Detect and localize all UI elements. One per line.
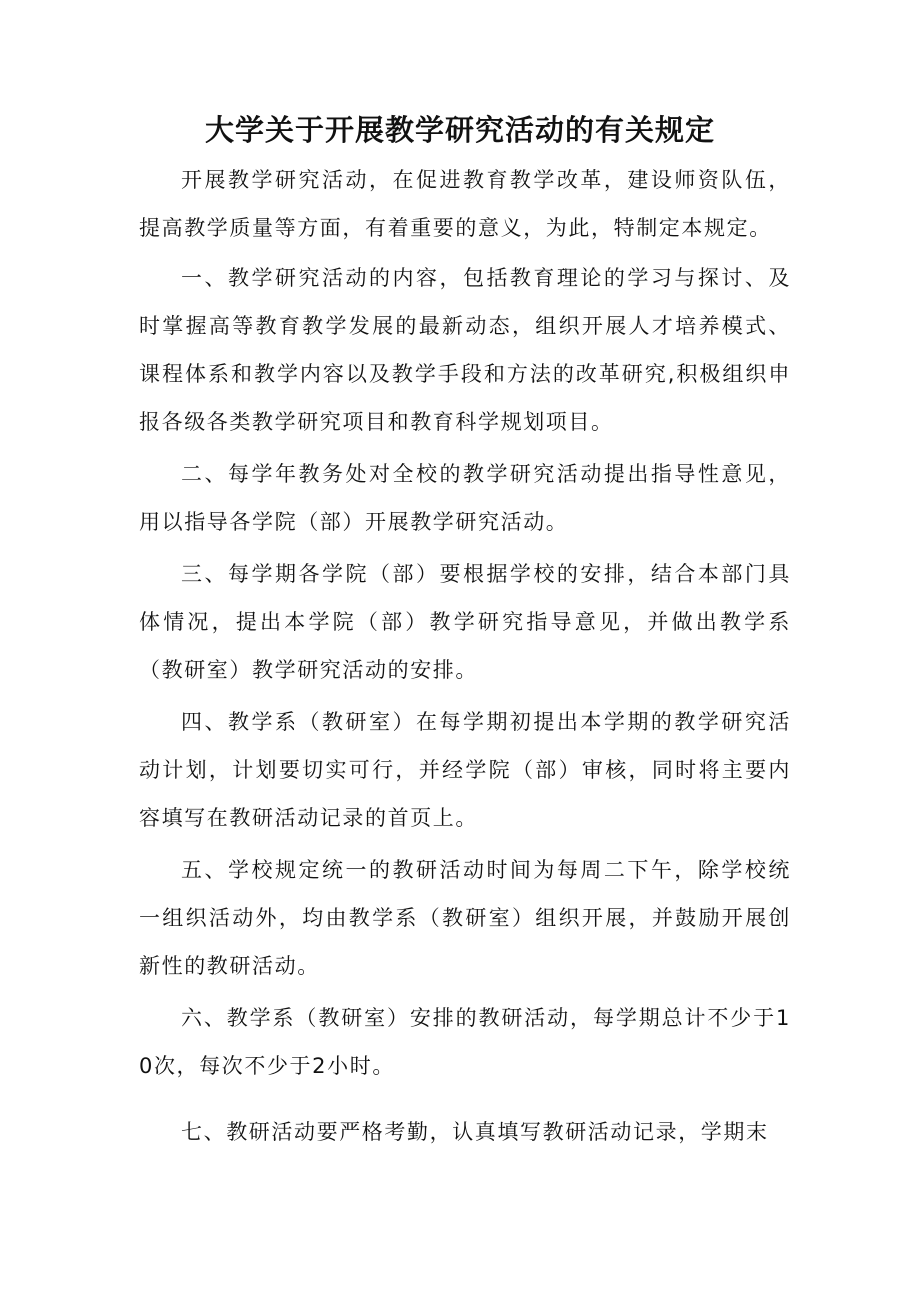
paragraph-item-3: 三、每学期各学院（部）要根据学校的安排，结合本部门具体情况，提出本学院（部）教学研究指导意见，并做出教学系（教研室）教学研究活动的安排。 bbox=[139, 562, 791, 682]
paragraph-item-2: 二、每学年教务处对全校的教学研究活动提出指导性意见，用以指导各学院（部）开展教学研究活动。 bbox=[139, 462, 791, 534]
paragraph-item-1: 一、教学研究活动的内容，包括教育理论的学习与探讨、及时掌握高等教育教学发展的最新动态，组织开展人才培养模式、课程体系和教学内容以及教学手段和方法的改革研究,积极组织申报各级各类教学研究项目和教育科学规划项目。 bbox=[139, 266, 791, 434]
paragraph-intro: 开展教学研究活动，在促进教育教学改革，建设师资队伍，提高教学质量等方面，有着重要的意义，为此，特制定本规定。 bbox=[139, 168, 791, 240]
paragraph-item-4: 四、教学系（教研室）在每学期初提出本学期的教学研究活动计划，计划要切实可行，并经学院（部）审核，同时将主要内容填写在教研活动记录的首页上。 bbox=[139, 710, 791, 830]
document-title: 大学关于开展教学研究活动的有关规定 bbox=[204, 113, 715, 147]
document-body bbox=[139, 156, 791, 1156]
paragraph-item-5: 五、学校规定统一的教研活动时间为每周二下午，除学校统一组织活动外，均由教学系（教研室）组织开展，并鼓励开展创新性的教研活动。 bbox=[139, 858, 791, 978]
paragraph-item-7: 七、教研活动要严格考勤，认真填写教研活动记录，学期末 bbox=[181, 1120, 769, 1144]
paragraph-item-6: 六、教学系（教研室）安排的教研活动，每学期总计不少于10次，每次不少于2小时。 bbox=[139, 1006, 791, 1078]
